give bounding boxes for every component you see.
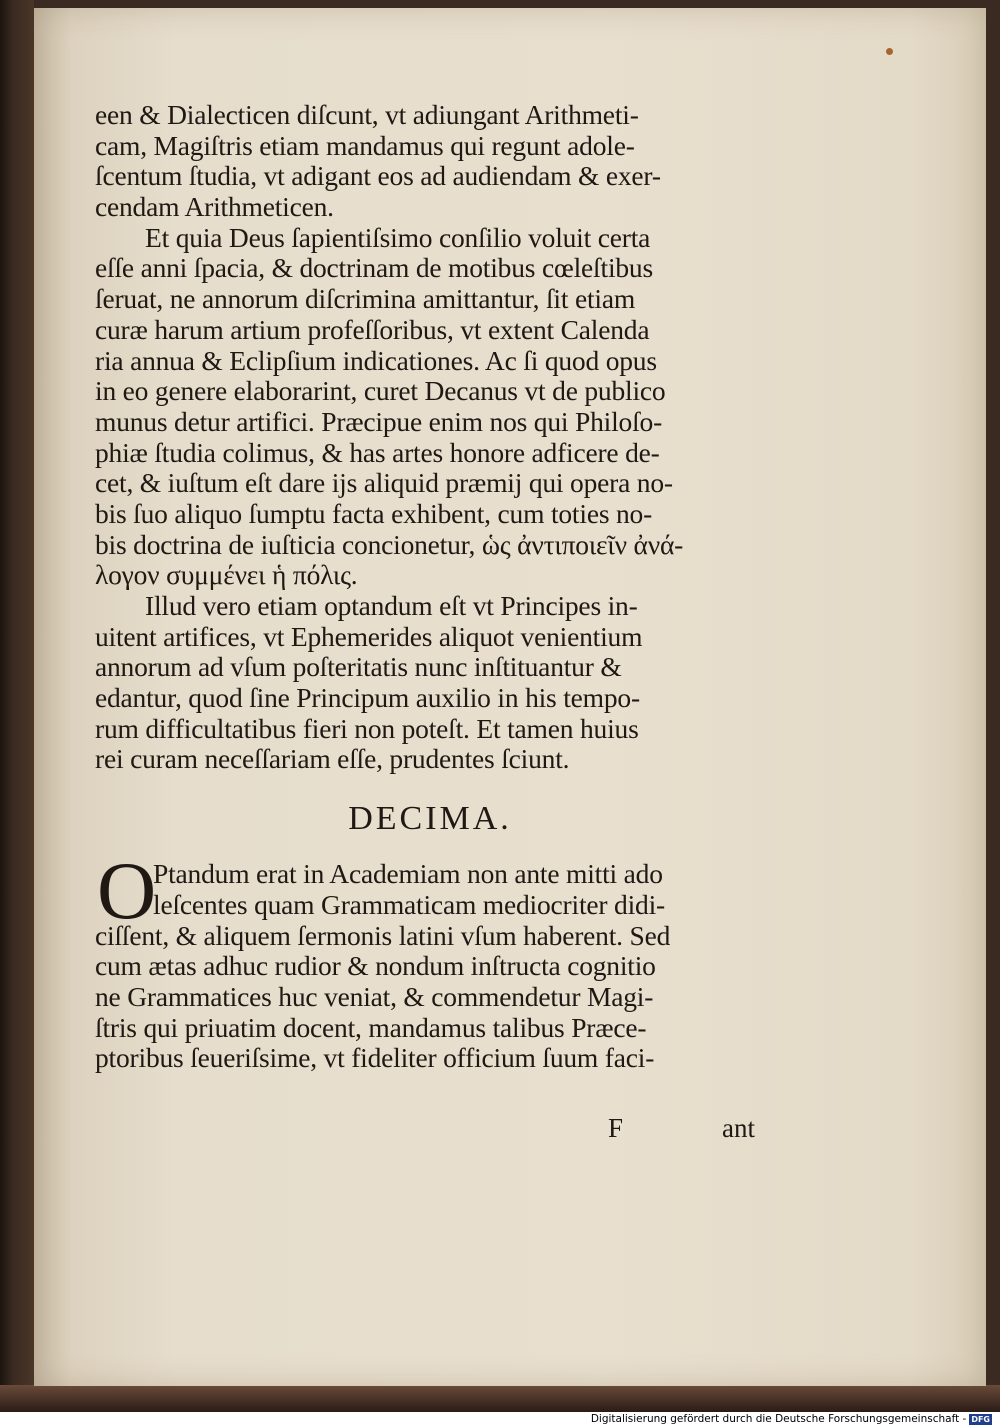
- text-line: Et quia Deus ſapientiſsimo conſilio voluit certa: [145, 222, 651, 253]
- footer-credit-text: Digitalisierung gefördert durch die Deutsche Forschungsgemeinschaft -: [590, 1413, 967, 1425]
- text-line: ria annua & Eclipſium indicationes. Ac ſi quod opus: [95, 345, 657, 376]
- text-line: ciſſent, & aliquem ſermonis latini vſum haberent. Sed: [95, 920, 671, 951]
- drop-cap: O: [97, 845, 157, 937]
- signature-mark: F: [608, 1113, 624, 1143]
- paragraph-calendars: [95, 223, 765, 591]
- dfg-logo: DFG: [971, 1415, 990, 1424]
- text-line: rum difficultatibus fieri non poteſt. Et tamen huius: [95, 713, 639, 744]
- paragraph-arithmetic-continued: [95, 100, 765, 223]
- catchword: ant: [722, 1113, 755, 1143]
- text-line: bis ſuo aliquo ſumptu facta exhibent, cum toties no-: [95, 498, 653, 529]
- text-line: cam, Magiſtris etiam mandamus qui regunt adole-: [95, 130, 635, 161]
- text-line: cet, & iuſtum eſt dare ijs aliquid præmij qui opera no-: [95, 468, 673, 499]
- text-line: leſcentes quam Grammaticam mediocriter didi-: [153, 889, 665, 920]
- book-spine-edge: [0, 0, 34, 1412]
- section-heading: DECIMA.: [348, 800, 512, 838]
- text-line: phiæ ſtudia colimus, & has artes honore adficere de-: [95, 437, 660, 468]
- text-line: Ptandum erat in Academiam non ante mitti ado: [153, 859, 663, 890]
- paragraph-ephemerides: [95, 591, 765, 775]
- greek-text-line: λογον συμμένει ἡ πόλις.: [95, 560, 358, 591]
- text-line: cendam Arithmeticen.: [95, 192, 334, 223]
- text-line: eſſe anni ſpacia, & doctrinam de motibus cœleſtibus: [95, 253, 653, 284]
- text-line: bis doctrina de iuſticia concionetur, ὡς ἀντιποιεῖν ἀνά-: [95, 529, 684, 560]
- text-line: ſtris qui priuatim docent, mandamus talibus Præce-: [95, 1012, 647, 1043]
- book-bottom-edge: [0, 1385, 1000, 1412]
- text-line: cum ætas adhuc rudior & nondum inſtructa cognitio: [95, 951, 656, 982]
- text-line: ne Grammatices huc veniat, & commendetur Magi-: [95, 981, 654, 1012]
- text-line: uitent artifices, vt Ephemerides aliquot venientium: [95, 621, 643, 652]
- text-line: curæ harum artium profeſſoribus, vt extent Calenda: [95, 314, 650, 345]
- ink-spot: [886, 48, 893, 55]
- text-line: ſcentum ſtudia, vt adigant eos ad audiendam & exer-: [95, 161, 661, 192]
- text-line: rei curam neceſſariam eſſe, prudentes ſciunt.: [95, 744, 570, 775]
- text-line: munus detur artifici. Præcipue enim nos qui Philoſo-: [95, 406, 663, 437]
- text-line: ptoribus ſeueriſsime, vt fideliter officium ſuum faci-: [95, 1043, 655, 1074]
- text-line: annorum ad vſum poſteritatis nunc inſtituantur &: [95, 652, 622, 683]
- text-line: edantur, quod ſine Principum auxilio in his tempo-: [95, 683, 640, 714]
- text-line: ſeruat, ne annorum diſcrimina amittantur, ſit etiam: [95, 284, 636, 315]
- text-line: een & Dialecticen diſcunt, vt adiungant Arithmeti-: [95, 100, 639, 130]
- text-line: Illud vero etiam optandum eſt vt Principes in-: [145, 591, 638, 621]
- text-line: in eo genere elaborarint, curet Decanus vt de publico: [95, 376, 666, 407]
- page-text: [95, 100, 765, 1074]
- paragraph-decima: [95, 845, 765, 1074]
- footer-credit: [591, 1412, 992, 1427]
